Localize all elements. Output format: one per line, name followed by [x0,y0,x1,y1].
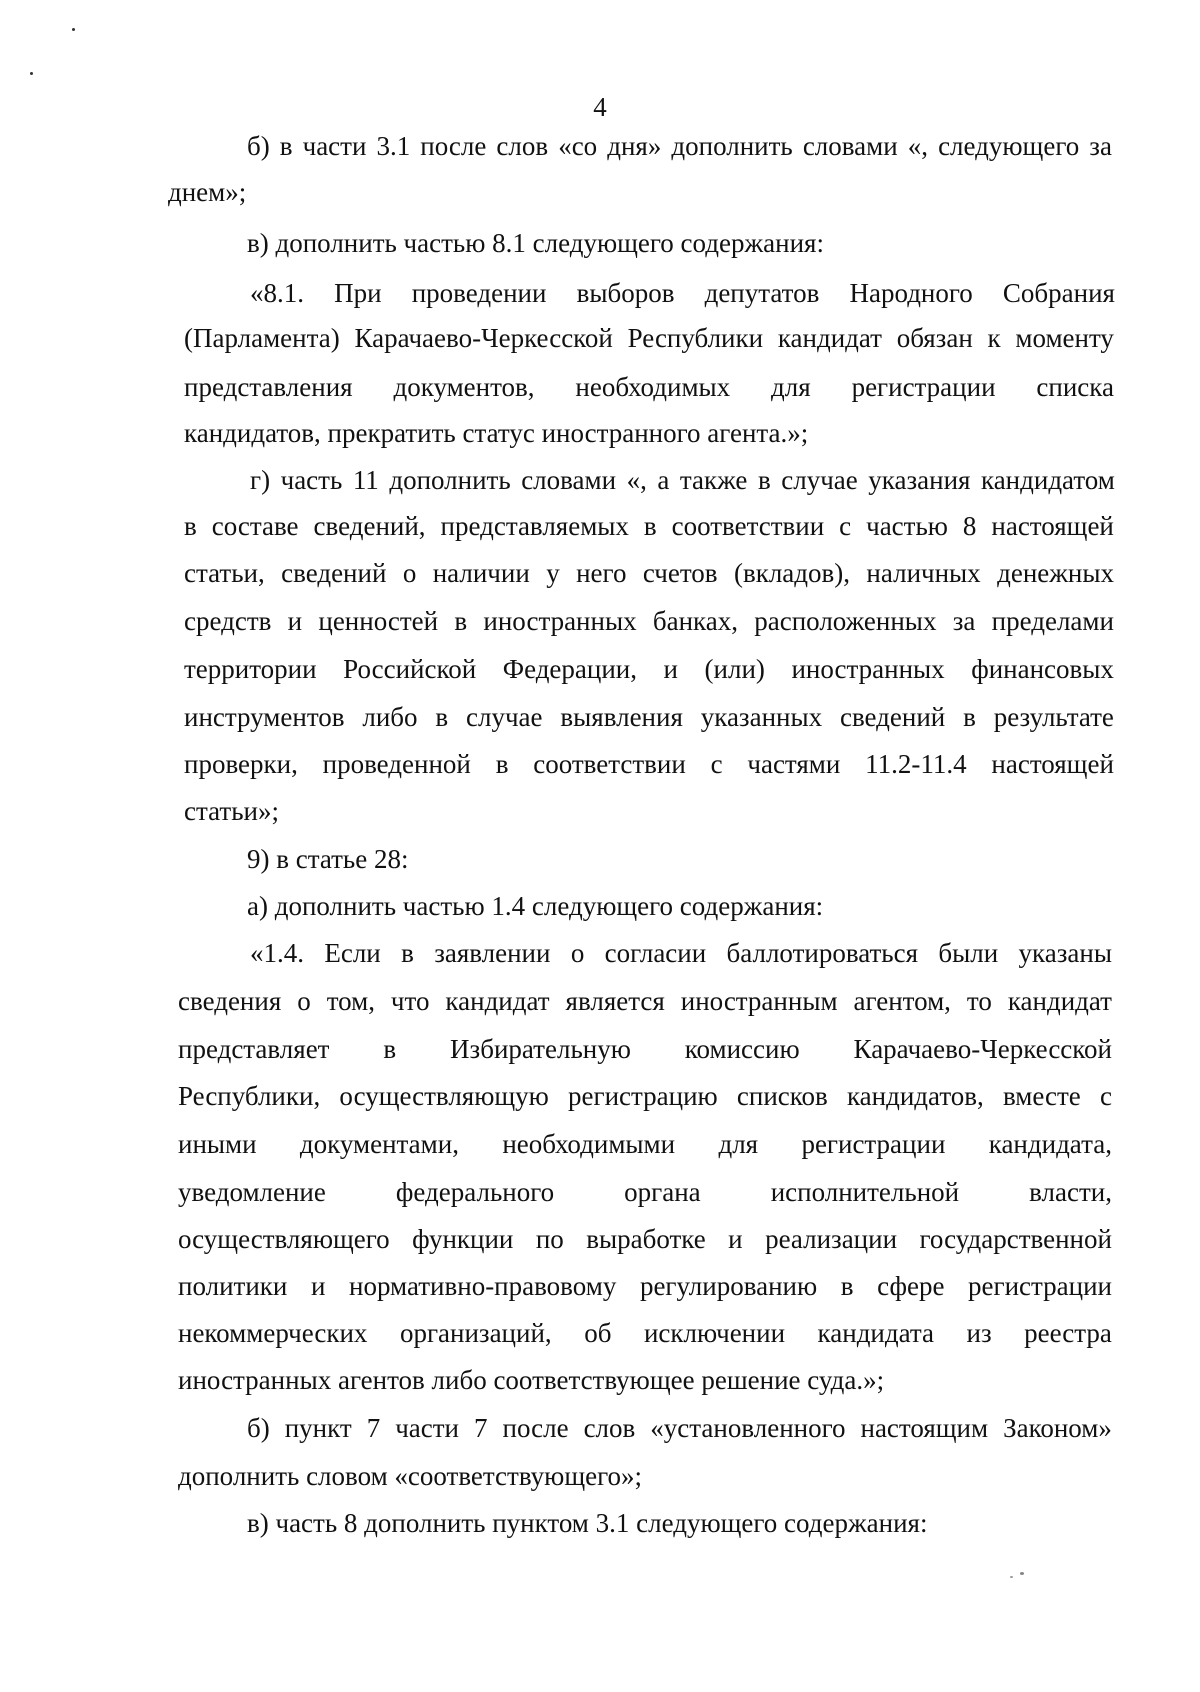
word: в [184,511,197,541]
word: слов [583,1413,636,1443]
word: представления [184,372,353,402]
word: наличии [432,558,530,588]
word: в [383,1034,397,1064]
word: указания [868,465,971,495]
word: частью [866,511,948,541]
word: настоящей [991,511,1114,541]
word: Карачаево-Черкесской [354,323,613,353]
word: регистрации [851,372,996,402]
word: настоящей [991,749,1114,779]
word: пределами [991,606,1114,636]
word: также [679,465,748,495]
word: б) [247,131,270,161]
word: представляет [178,1034,330,1064]
word: 7 [474,1413,488,1443]
word: «1.4. [250,938,304,968]
word: власти, [1029,1177,1112,1207]
word: что [390,986,430,1016]
word: 7 [366,1413,381,1443]
word: нормативно-правовому [349,1271,617,1301]
word: сведений [839,702,946,732]
word: Законом» [1003,1413,1112,1443]
word: за [1089,131,1112,161]
word: реализации [765,1224,898,1254]
word: слов [496,131,549,161]
word: расположенных [754,606,937,636]
text-line [178,985,1112,1017]
word: в [279,131,293,161]
word: счетов [642,558,718,588]
text-line: в) дополнить частью 8.1 следующего содержания: [247,228,824,258]
word: является [565,986,665,1016]
text-line [184,371,1114,403]
word: в [840,1271,854,1301]
word: статьи, [184,558,265,588]
text-line: днем»; [168,177,247,207]
word: органа [624,1177,701,1207]
word: иностранным [680,986,838,1016]
word: некоммерческих [178,1318,368,1348]
word: сведений, [313,511,426,541]
scan-speck [1020,1572,1024,1575]
word: депутатов [704,278,820,308]
word: и [728,1224,743,1254]
word: инструментов [184,702,345,732]
word: указанных [700,702,823,732]
word: случае [781,465,858,495]
word: с [1099,1081,1112,1111]
word: заявлении [434,938,551,968]
text-line [178,1223,1112,1255]
text-line [250,937,1112,969]
word: территории [184,654,317,684]
text-line [184,701,1114,733]
word: Российской [343,654,477,684]
text-line [178,1080,1112,1112]
text-line [184,557,1114,589]
word: за [952,606,976,636]
word: соответствии [671,511,825,541]
word: исключении [643,1318,786,1348]
word: «8.1. [250,278,304,308]
word: «со [558,131,598,161]
word: в [963,702,976,732]
word: частями [747,749,841,779]
text-line [178,1270,1112,1302]
text-line [178,1033,1112,1065]
text-line [184,510,1114,542]
word: банках, [652,606,738,636]
word: уведомление [178,1177,326,1207]
word: проведенной [322,749,471,779]
word: часть [280,465,343,495]
word: в [401,938,414,968]
word: иностранных [483,606,637,636]
word: пункт [284,1413,352,1443]
word: необходимых [575,372,731,402]
word: после [502,1413,569,1443]
word: «установленного [650,1413,846,1443]
word: том, [326,986,375,1016]
word: настоящим [860,1413,989,1443]
word: иностранных [791,654,945,684]
word: финансовых [971,654,1114,684]
word: 11.2-11.4 [865,749,967,779]
scan-speck [1010,1576,1013,1578]
word: кандидатом [980,465,1115,495]
word: 3.1 [376,131,411,161]
word: кандидата [817,1318,935,1348]
word: Если [324,938,381,968]
word: регистрации [968,1271,1112,1301]
word: либо [362,702,418,732]
word: проведении [411,278,547,308]
word: о [402,558,417,588]
word: средств [184,606,272,636]
word: Федерации, [502,654,637,684]
word: Республики, [178,1081,321,1111]
text-line [178,1128,1112,1160]
word: сведения [178,986,282,1016]
word: Избирательную [450,1034,631,1064]
word: вместе [1002,1081,1081,1111]
word: списков [736,1081,828,1111]
word: функции [412,1224,514,1254]
word: об [584,1318,612,1348]
word: соответствии [533,749,686,779]
word: денежных [997,558,1114,588]
text-line [184,322,1114,354]
word: к [987,323,1001,353]
word: осуществляющую [339,1081,549,1111]
text-line: дополнить словом «соответствующего»; [178,1461,642,1491]
text-line [184,605,1114,637]
word: дополнить [389,465,511,495]
word: необходимыми [502,1129,676,1159]
word: реестра [1024,1318,1112,1348]
word: государственной [919,1224,1112,1254]
word: дополнить [671,131,793,161]
word: «, [626,465,647,495]
text-line: иностранных агентов либо соответствующее решение суда.»; [178,1365,885,1395]
word: словами [521,465,617,495]
word: о [297,986,311,1016]
word: б) [247,1413,270,1443]
word: были [938,938,999,968]
word: выборов [576,278,675,308]
word: следующего [938,131,1080,161]
word: выработке [586,1224,706,1254]
word: Народного [849,278,973,308]
word: документами, [299,1129,459,1159]
word: в [495,749,509,779]
word: организаций, [399,1318,552,1348]
text-line: а) дополнить частью 1.4 следующего содержания: [247,891,824,921]
word: части [395,1413,459,1443]
word: сведений [281,558,387,588]
word: комиссию [684,1034,800,1064]
text-line [250,464,1115,496]
word: (Парламента) [184,323,340,353]
text-line [250,277,1115,309]
word: а [657,465,670,495]
word: с [710,749,723,779]
word: составе [211,511,299,541]
text-line [184,653,1114,685]
word: регулированию [639,1271,818,1301]
text-line: кандидатов, прекратить статус иностранного агента.»; [184,418,809,448]
word: словами [802,131,898,161]
word: указаны [1018,938,1112,968]
word: части [302,131,367,161]
word: в [757,465,771,495]
word: моменту [1015,323,1114,353]
word: из [966,1318,992,1348]
text-line [247,1412,1112,1444]
text-line [178,1176,1112,1208]
word: 8 [962,511,977,541]
text-line [184,748,1114,780]
page-number: 4 [593,92,607,122]
scan-speck [30,72,33,75]
word: в [643,511,657,541]
word: и [310,1271,326,1301]
word: регистрацию [568,1081,718,1111]
word: дня» [607,131,662,161]
word: наличных [866,558,981,588]
word: списка [1036,372,1114,402]
text-line: статьи»; [184,796,279,826]
word: представляемых [440,511,629,541]
word: регистрации [801,1129,946,1159]
word: в [435,702,449,732]
word: иными [178,1129,257,1159]
word: Собрания [1002,278,1115,308]
word: осуществляющего [178,1224,390,1254]
word: политики [178,1271,288,1301]
word: по [535,1224,564,1254]
word: проверки, [184,749,298,779]
word: исполнительной [770,1177,960,1207]
word: г) [250,465,271,495]
word: «, [907,131,928,161]
word: с [839,511,852,541]
word: для [771,372,811,402]
word: (или) [704,654,765,684]
word: в [454,606,468,636]
text-line [178,1317,1112,1349]
scan-speck [72,28,75,31]
word: согласии [604,938,707,968]
text-line [247,130,1112,162]
word: При [334,278,382,308]
word: Республики [627,323,764,353]
text-line: 9) в статье 28: [247,844,409,874]
word: и [663,654,678,684]
word: случае [466,702,543,732]
word: 11 [352,465,379,495]
word: для [718,1129,759,1159]
word: него [576,558,627,588]
word: федерального [395,1177,555,1207]
word: агентом, [853,986,951,1016]
word: выявления [560,702,683,732]
word: кандидат [445,986,550,1016]
text-line: в) часть 8 дополнить пунктом 3.1 следующего содержания: [247,1508,928,1538]
word: то [966,986,992,1016]
word: кандидат [1007,986,1112,1016]
word: ценностей [318,606,439,636]
word: результате [993,702,1114,732]
word: (вкладов), [733,558,851,588]
word: кандидат [777,323,882,353]
word: баллотироваться [726,938,919,968]
word: кандидатов, [846,1081,984,1111]
word: у [546,558,560,588]
word: о [570,938,585,968]
word: обязан [896,323,973,353]
word: сфере [877,1271,945,1301]
word: документов, [393,372,535,402]
word: после [420,131,487,161]
word: кандидата, [988,1129,1112,1159]
word: Карачаево-Черкесской [853,1034,1112,1064]
word: и [287,606,303,636]
